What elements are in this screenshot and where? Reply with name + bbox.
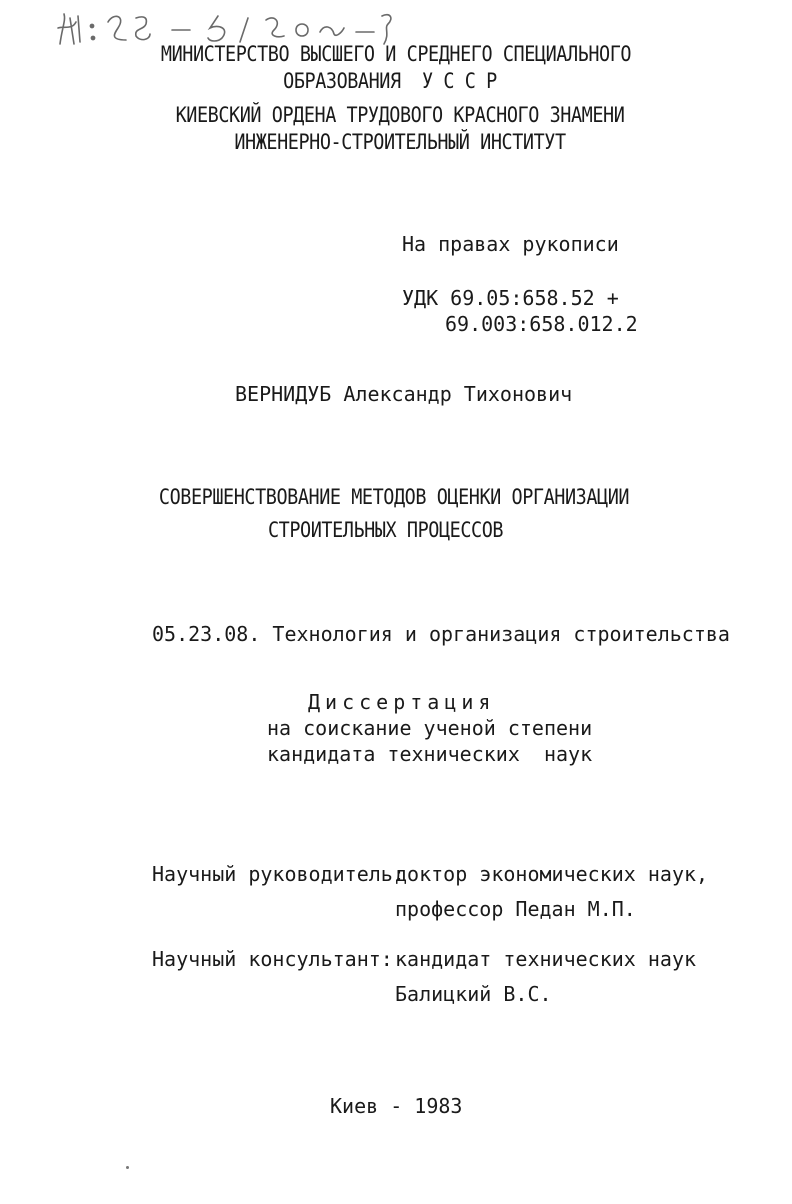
- consultant-name: Балицкий В.С.: [395, 982, 552, 1006]
- dissertation-label: Диссертация: [308, 690, 496, 714]
- dissertation-field-line: кандидата технических наук: [267, 742, 593, 766]
- title-line-2: СТРОИТЕЛЬНЫХ ПРОЦЕССОВ: [268, 518, 504, 542]
- supervisor-degree: доктор экономических наук,: [395, 862, 709, 886]
- specialty-code: 05.23.08. Технология и организация строительства: [152, 622, 730, 646]
- title-line-1: СОВЕРШЕНСТВОВАНИЕ МЕТОДОВ ОЦЕНКИ ОРГАНИЗАЦИИ: [158, 485, 630, 509]
- institute-line-1: КИЕВСКИЙ ОРДЕНА ТРУДОВОГО КРАСНОГО ЗНАМЕНИ: [175, 103, 625, 127]
- consultant-degree: кандидат технических наук: [395, 947, 697, 971]
- rights-note: На правах рукописи: [402, 232, 619, 256]
- city-year: Киев - 1983: [330, 1094, 463, 1118]
- supervisor-label: Научный руководитель:: [152, 862, 405, 886]
- ministry-line-2: ОБРАЗОВАНИЯ У С С Р: [283, 69, 497, 93]
- udk-line-1: УДК 69.05:658.52 +: [402, 286, 619, 310]
- author-name: ВЕРНИДУБ Александр Тихонович: [235, 382, 573, 406]
- scan-speck: [126, 1166, 129, 1169]
- supervisor-name: профессор Педан М.П.: [395, 897, 636, 921]
- dissertation-degree-line: на соискание ученой степени: [267, 716, 593, 740]
- consultant-label: Научный консультант:: [152, 947, 393, 971]
- institute-line-2: ИНЖЕНЕРНО-СТРОИТЕЛЬНЫЙ ИНСТИТУТ: [234, 130, 566, 154]
- ministry-line-1: МИНИСТЕРСТВО ВЫСШЕГО И СРЕДНЕГО СПЕЦИАЛЬНОГО: [160, 42, 632, 66]
- udk-line-2: 69.003:658.012.2: [445, 312, 638, 336]
